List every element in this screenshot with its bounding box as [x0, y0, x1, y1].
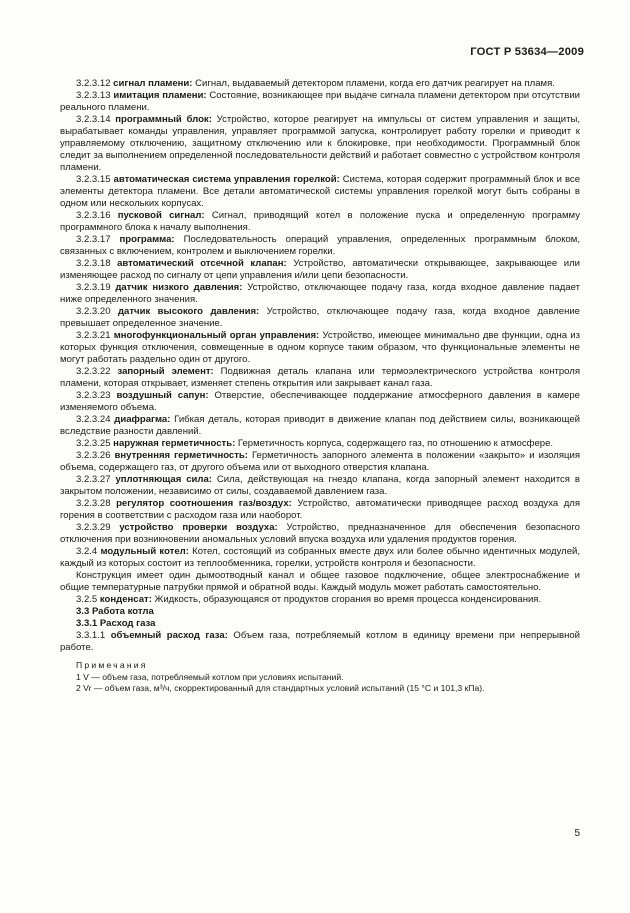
- definition-paragraph: [60, 474, 580, 498]
- clause-number: 3.2.3.19: [76, 282, 111, 293]
- definition-text: Сила, действующая на гнездо клапана, когда запорный элемент находится в закрытом положении, независимо от силы, создаваемой давлением газа.: [60, 474, 580, 497]
- clause-number: 3.2.3.28: [76, 498, 111, 509]
- definition-paragraph: [60, 90, 580, 114]
- clause-number: 3.2.3.22: [76, 366, 111, 377]
- term: сигнал пламени:: [113, 78, 193, 89]
- definition-text: Гибкая деталь, которая приводит в движение клапан под действием силы, возникающей вследствие разности давлений.: [60, 414, 580, 437]
- term: уплотняющая сила:: [115, 474, 212, 485]
- definition-text: Устройство, автоматически открывающее, закрывающее или изменяющее расход по сигналу от цепи управления и/или цепи безопасности.: [60, 258, 581, 281]
- definition-paragraph: [60, 546, 580, 570]
- definition-paragraph: [60, 306, 580, 330]
- definition-text: Герметичность корпуса, содержащего газ, по отношению к атмосфере.: [235, 438, 554, 449]
- document-code-header: ГОСТ Р 53634—2009: [470, 46, 584, 58]
- term: запорный элемент:: [117, 366, 214, 377]
- page-number: 5: [574, 828, 580, 839]
- clause-number: 3.2.3.14: [76, 114, 111, 125]
- definition-text: Конструкция имеет один дымоотводный канал и общее газовое подключение, общее электроснабжение и общие температурные патрубки прямой и обратной воды. Каждый модуль может работать самостоятельно.: [60, 570, 580, 593]
- clause-number: 3.2.3.24: [76, 414, 111, 425]
- clause-number: 3.2.3.26: [76, 450, 111, 461]
- clause-number: 3.2.3.25: [76, 438, 111, 449]
- term: модульный котел:: [100, 546, 189, 557]
- definition-text: Устройство, которое реагирует на импульсы от систем управления и защиты, вырабатывает команды управления, управляет программой запуска, контролирует работу горелки и приводит к управляемому отключению, защитному отключению или к блокировке, при необходимости. Программный блок следит за выполнением определенной последовательности действий и работает совместно с устройством контроля пламени.: [60, 114, 581, 173]
- term: программный блок:: [115, 114, 212, 125]
- clause-number: 3.2.3.15: [76, 174, 111, 185]
- definition-text: Котел, состоящий из собранных вместе двух или более обычно идентичных модулей, каждый из которых состоит из теплообменника, горелки, устройств контроля и безопасности.: [60, 546, 581, 569]
- term: датчик высокого давления:: [117, 306, 260, 317]
- definition-text: Устройство, автоматически приводящее расход воздуха для горения в соответствии с расходом газа или наоборот.: [60, 498, 581, 521]
- definition-text: Подвижная деталь клапана или термоэлектрического устройства контроля пламени, которая открывает, изменяет степень открытия или закрывает канал газа.: [60, 366, 580, 389]
- definition-text: Устройство, отключающее подачу газа, когда входное давление превышает определенное значение.: [60, 306, 580, 329]
- term: многофункциональный орган управления:: [113, 330, 320, 341]
- clause-number: 3.2.3.23: [76, 390, 111, 401]
- term: регулятор соотношения газ/воздух:: [116, 498, 292, 509]
- definition-paragraph: [60, 498, 580, 522]
- definition-paragraph: [60, 282, 580, 306]
- definition-text: Отверстие, обеспечивающее поддержание атмосферного давления в камере изменяемого объема.: [60, 390, 580, 413]
- definition-text: Последовательность операций управления, определенных программным блоком, связанных с включением, контролем и выключением горелки.: [60, 234, 580, 257]
- definition-text: Состояние, возникающее при выдаче сигнала пламени детектором при отсутствии реального пламени.: [60, 90, 580, 113]
- note-item: 2 Vr — объем газа, м³/ч, скорректированный для стандартных условий испытаний (15 °С и 101,3 кПа).: [76, 683, 485, 694]
- definition-paragraph: [60, 210, 580, 234]
- notes-block: [60, 660, 580, 695]
- note-item: 1 V — объем газа, потребляемый котлом при условиях испытаний.: [76, 671, 344, 682]
- clause-number: 3.2.3.29: [76, 522, 111, 533]
- notes-title: Примечания: [76, 660, 148, 670]
- definition-text: Устройство, предназначенное для обеспечения безопасного отключения при возникновении аномальных условий впуска воздуха или удаления продуктов горения.: [60, 522, 580, 545]
- term: программа:: [119, 234, 175, 245]
- definition-text: Устройство, отключающее подачу газа, когда входное давление падает ниже определенного значения.: [60, 282, 580, 305]
- section-heading-3-3-1: 3.3.1 Расход газа: [76, 618, 156, 629]
- definition-paragraph: [60, 234, 580, 258]
- definition-paragraph: [60, 330, 580, 366]
- definition-paragraph: [60, 366, 580, 390]
- clause-number: 3.2.3.18: [76, 258, 111, 269]
- definition-text: Сигнал, выдаваемый детектором пламени, когда его датчик реагирует на пламя.: [192, 78, 555, 89]
- term: автоматическая система управления горелкой:: [113, 174, 340, 185]
- term: диафрагма:: [114, 414, 171, 425]
- term: автоматический отсечной клапан:: [117, 258, 287, 269]
- clause-number: 3.2.3.17: [76, 234, 111, 245]
- definition-paragraph: [60, 522, 580, 546]
- term: наружная герметичность:: [113, 438, 236, 449]
- section-heading-3-3: 3.3 Работа котла: [76, 606, 154, 617]
- clause-number: 3.2.3.13: [76, 90, 111, 101]
- definition-paragraph: [60, 414, 580, 438]
- definition-3-3-1-1: 3.3.1.1 объемный расход газа: Объем газа, потребляемый котлом в единицу времени при непрерывной работе.: [60, 630, 580, 653]
- clause-number: 3.2.5: [76, 594, 98, 605]
- clause-number: 3.2.3.16: [76, 210, 111, 221]
- definition-paragraph: [60, 114, 580, 174]
- definition-text: Сигнал, приводящий котел в положение пуска и определенную программу программного блока к началу выполнения.: [60, 210, 580, 233]
- definition-paragraph: [60, 438, 580, 450]
- term: датчик низкого давления:: [115, 282, 243, 293]
- clause-number: 3.2.3.12: [76, 78, 111, 89]
- definition-text: Система, которая содержит программный блок и все элементы детектора пламени. Все детали автоматической системы управления горелкой могут быть собраны в одном или нескольких корпусах.: [60, 174, 581, 209]
- definition-text: Устройство, имеющее минимально две функции, одна из которых функция отключения, совмещенные в одном корпусе таким образом, что функциональные элементы не могут работать раздельно один от другого.: [60, 330, 580, 365]
- definition-paragraph: [60, 570, 580, 594]
- definition-paragraph: [60, 450, 580, 474]
- term: внутренняя герметичность:: [114, 450, 248, 461]
- term: конденсат:: [99, 594, 152, 605]
- definition-text: Герметичность запорного элемента в положении «закрыто» и изоляция объема, содержащего газ, от другого объема или от выходного отверстия клапана.: [60, 450, 580, 473]
- clause-number: 3.2.3.21: [76, 330, 111, 341]
- definition-paragraph: [60, 174, 580, 210]
- clause-number: 3.2.3.20: [76, 306, 111, 317]
- definition-paragraph: [60, 390, 580, 414]
- term: пусковой сигнал:: [117, 210, 205, 221]
- definition-paragraph: [60, 258, 580, 282]
- term: устройство проверки воздуха:: [119, 522, 278, 533]
- term: имитация пламени:: [113, 90, 207, 101]
- term: воздушный сапун:: [116, 390, 209, 401]
- clause-number: 3.2.3.27: [76, 474, 111, 485]
- document-body: [60, 78, 580, 695]
- clause-number: 3.2.4: [76, 546, 98, 557]
- definitions-list: [60, 78, 580, 606]
- definition-text: Жидкость, образующаяся от продуктов сгорания во время процесса конденсирования.: [151, 594, 542, 605]
- definition-paragraph: [60, 78, 580, 90]
- definition-paragraph: [60, 594, 580, 606]
